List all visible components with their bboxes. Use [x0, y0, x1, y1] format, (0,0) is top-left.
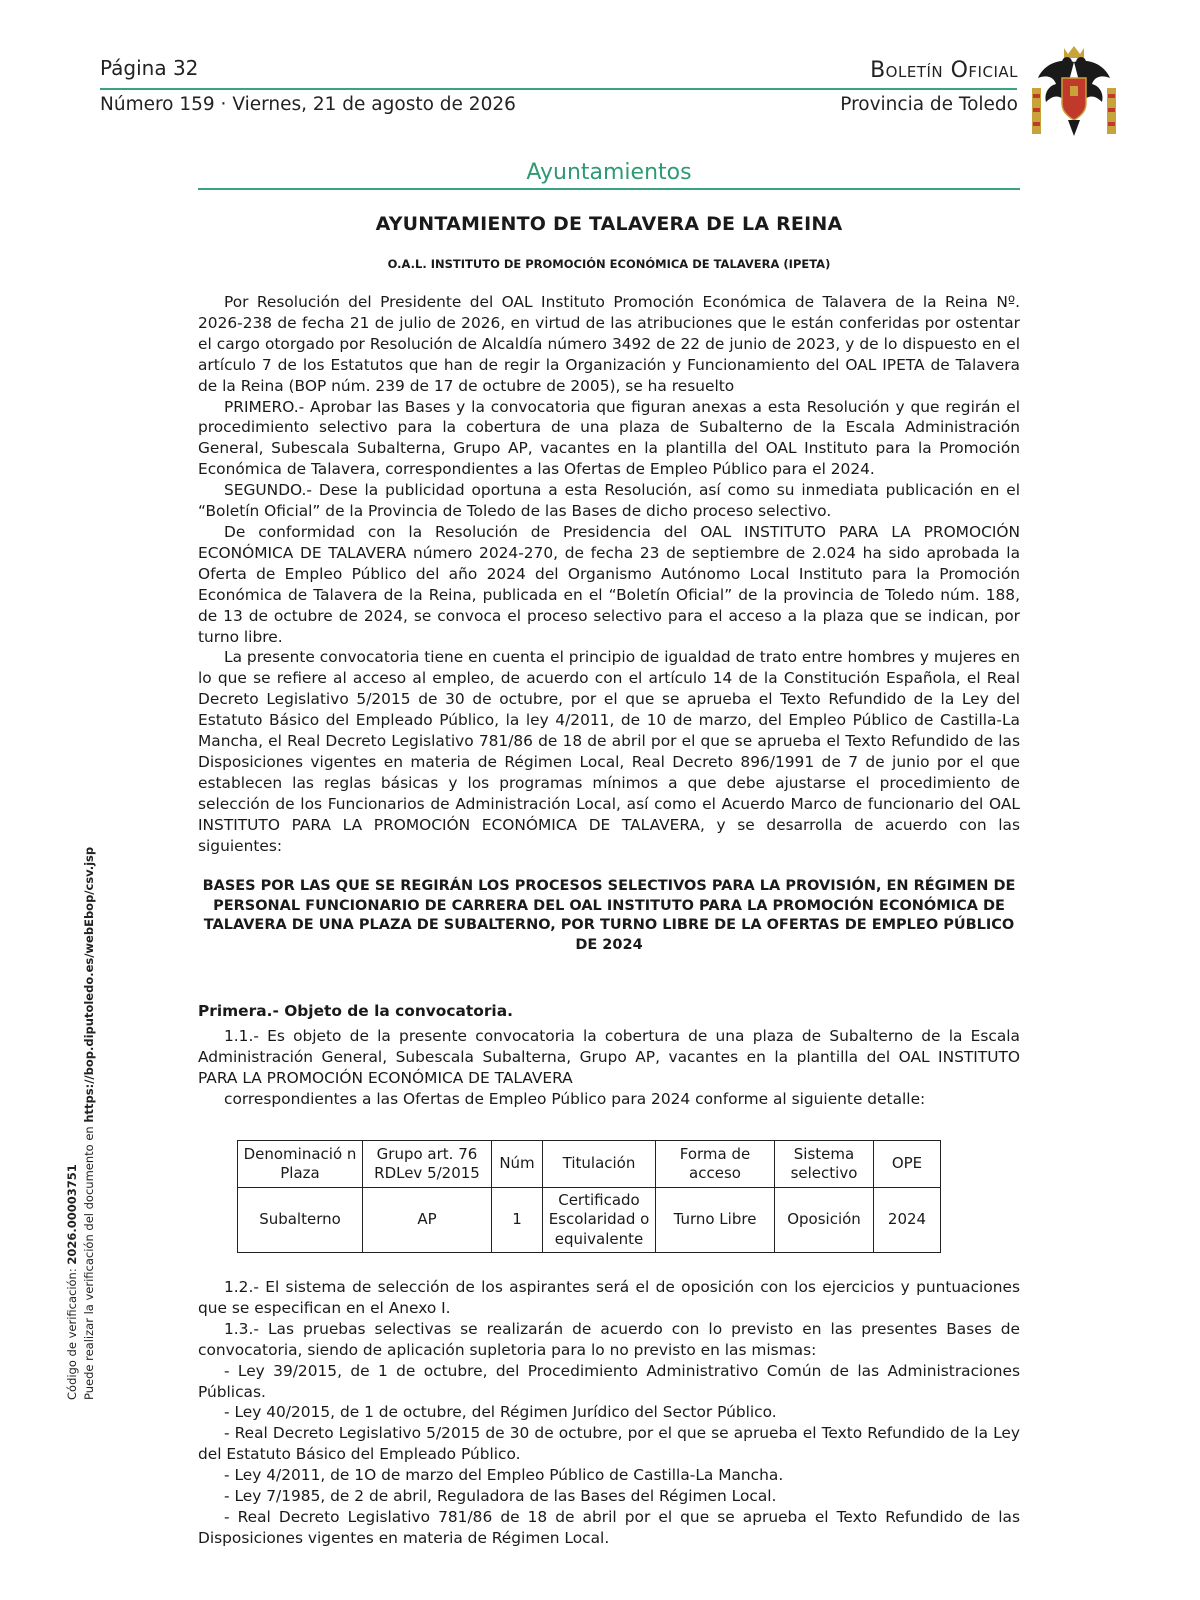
verification-code-label: Código de verificación:: [65, 1264, 79, 1400]
table-header-cell: Grupo art. 76 RDLev 5/2015: [363, 1141, 492, 1188]
section-rule: [198, 188, 1020, 190]
table-row: [238, 1188, 941, 1253]
list-item: - Ley 4/2011, de 1O de marzo del Empleo Público de Castilla-La Mancha.: [224, 1466, 784, 1485]
page-number: [100, 56, 198, 80]
paragraph: 1.2.- El sistema de selección de los aspirantes será el de oposición con los ejercicios y puntuaciones que se especifican en el Anexo I.: [198, 1278, 1020, 1317]
province-name: Provincia de Toledo: [840, 94, 1018, 115]
primera-section: [198, 1001, 1020, 1110]
document-subtitle: O.A.L. INSTITUTO DE PROMOCIÓN ECONÓMICA DE TALAVERA (IPETA): [387, 257, 831, 271]
table-header-cell: Núm: [492, 1141, 543, 1188]
verification-sidebar: [64, 780, 108, 1400]
document-title: AYUNTAMIENTO DE TALAVERA DE LA REINA: [375, 213, 843, 235]
table-cell: Oposición: [775, 1188, 874, 1253]
table-cell: AP: [363, 1188, 492, 1253]
table-header-cell: Forma de acceso: [656, 1141, 775, 1188]
list-item: - Ley 39/2015, de 1 de octubre, del Procedimiento Administrativo Común de las Administraciones Públicas.: [198, 1361, 1020, 1401]
resolution-body: [198, 292, 1020, 856]
header-rule: [100, 88, 1017, 90]
table-header-cell: Titulación: [543, 1141, 656, 1188]
paragraph: 1.3.- Las pruebas selectivas se realizarán de acuerdo con lo previsto en las presentes Bases de convocatoria, siendo de aplicación supletoria para lo no previsto en las mismas:: [198, 1319, 1020, 1359]
table-cell: Certificado Escolaridad o equivalente: [543, 1188, 656, 1253]
paragraph: SEGUNDO.- Dese la publicidad oportuna a esta Resolución, así como su inmediata publicación en el “Boletín Oficial” de la Provincia de Toledo de las Bases de dicho proceso selectivo.: [198, 481, 1020, 521]
list-item: - Real Decreto Legislativo 781/86 de 18 de abril por el que se aprueba el Texto Refundido de las Disposiciones vigentes en materia de Régimen Local.: [198, 1507, 1020, 1547]
table-cell: Subalterno: [238, 1188, 363, 1253]
table-header-cell: Sistema selectivo: [775, 1141, 874, 1188]
table-header-row: [238, 1141, 941, 1188]
paragraph: La presente convocatoria tiene en cuenta el principio de igualdad de trato entre hombres y mujeres en lo que se refiere al acceso al empleo, de acuerdo con el artículo 14 de la Constitución Española, el Real Decreto Legislativo 5/2015 de 30 de octubre, por el que se aprueba el Texto Refundido de la Ley del Estatuto Básico del Empleado Público, la ley 4/2011, de 10 de marzo, del Empleo Público de Castilla-La Mancha, el Real Decreto Legislativo 781/86 de 18 de abril por el que se aprueba el Texto Refundido de las Disposiciones vigentes en materia de Régimen Local, Real Decreto 896/1991 de 7 de junio por el que establecen las reglas básicas y los programas mínimos a que debe ajustarse el procedimiento de selección de los Funcionarios de Administración Local, así como el Acuerdo Marco de funcionario del OAL INSTITUTO PARA LA PROMOCIÓN ECONÓMICA DE TALAVERA, y se desarrolla de acuerdo con las siguientes:: [198, 648, 1020, 855]
section-title: Ayuntamientos: [526, 160, 692, 185]
table-cell: 2024: [874, 1188, 941, 1253]
verification-url-line: [81, 780, 98, 1400]
list-item: - Real Decreto Legislativo 5/2015 de 30 de octubre, por el que se aprueba el Texto Refundido de la Ley del Estatuto Básico del Empleado Público.: [198, 1424, 1020, 1464]
verification-code: 2026.00003751: [65, 1164, 79, 1265]
page-number-text: Página 32: [100, 56, 199, 80]
paragraph: Por Resolución del Presidente del OAL Instituto Promoción Económica de Talavera de la Reina Nº. 2026-238 de fecha 21 de julio de 2026, en virtud de las atribuciones que le están conferidas por ostentar el cargo otorgado por Resolución de Alcaldía número 3492 de 22 de junio de 2023, y de lo dispuesto en el artículo 7 de los Estatutos que han de regir la Organización y Funcionamiento del OAL IPETA de Talavera de la Reina (BOP núm. 239 de 17 de octubre de 2005), se ha resuelto: [198, 293, 1020, 395]
primera-heading: Primera.- Objeto de la convocatoria.: [198, 1002, 513, 1020]
table-header-cell: Denominació n Plaza: [238, 1141, 363, 1188]
issue-line: Número 159 · Viernes, 21 de agosto de 2026: [100, 94, 516, 115]
verification-code-line: [64, 780, 81, 1400]
toledo-coat-of-arms-icon: [1030, 44, 1118, 140]
verification-url-link[interactable]: https://bop.diputoledo.es/webEbop/csv.jsp: [82, 846, 96, 1123]
bases-title: BASES POR LAS QUE SE REGIRÁN LOS PROCESOS SELECTIVOS PARA LA PROVISIÓN, EN RÉGIMEN DE PERSONAL FUNCIONARIO DE CARRERA DEL OAL INSTITUTO PARA LA PROMOCIÓN ECONÓMICA DE TALAVERA DE UNA PLAZA DE SUBALTERNO, POR TURNO LIBRE DE LA OFERTAS DE EMPLEO PÚBLICO DE 2024: [202, 878, 1016, 953]
table-cell: 1: [492, 1188, 543, 1253]
list-item: - Ley 40/2015, de 1 de octubre, del Régimen Jurídico del Sector Público.: [224, 1403, 777, 1422]
table-header-cell: OPE: [874, 1141, 941, 1188]
paragraph: 1.1.- Es objeto de la presente convocatoria la cobertura de una plaza de Subalterno de la Escala Administración General, Subescala Subalterna, Grupo AP, vacantes en la plantilla del OAL INSTITUTO PARA LA PROMOCIÓN ECONÓMICA DE TALAVERA: [198, 1026, 1020, 1087]
after-table-section: [198, 1277, 1020, 1549]
paragraph: De conformidad con la Resolución de Presidencia del OAL INSTITUTO PARA LA PROMOCIÓN ECONÓMICA DE TALAVERA número 2024-270, de fecha 23 de septiembre de 2.024 ha sido aprobada la Oferta de Empleo Público del año 2024 del Organismo Autónomo Local Instituto para la Promoción Económica de Talavera de la Reina, publicada en el “Boletín Oficial” de la provincia de Toledo núm. 188, de 13 de octubre de 2024, se convoca el proceso selectivo para el acceso a la plaza que se indican, por turno libre.: [198, 522, 1020, 646]
plaza-detail-table: [237, 1140, 941, 1253]
table-cell: Turno Libre: [656, 1188, 775, 1253]
paragraph: correspondientes a las Ofertas de Empleo Público para 2024 conforme al siguiente detalle:: [224, 1089, 926, 1108]
publication-name: Boletín Oficial: [870, 58, 1018, 83]
paragraph: PRIMERO.- Aprobar las Bases y la convocatoria que figuran anexas a esta Resolución y que regirán el procedimiento selectivo para la cobertura de una plaza de Subalterno de la Escala Administración General, Subescala Subalterna, Grupo AP, vacantes en la plantilla del OAL Instituto para la Promoción Económica de Talavera, correspondientes a las Ofertas de Empleo Público para el 2024.: [198, 397, 1020, 479]
list-item: - Ley 7/1985, de 2 de abril, Reguladora de las Bases del Régimen Local.: [224, 1487, 777, 1506]
verification-url-label: Puede realizar la verificación del documento en: [82, 1122, 96, 1400]
